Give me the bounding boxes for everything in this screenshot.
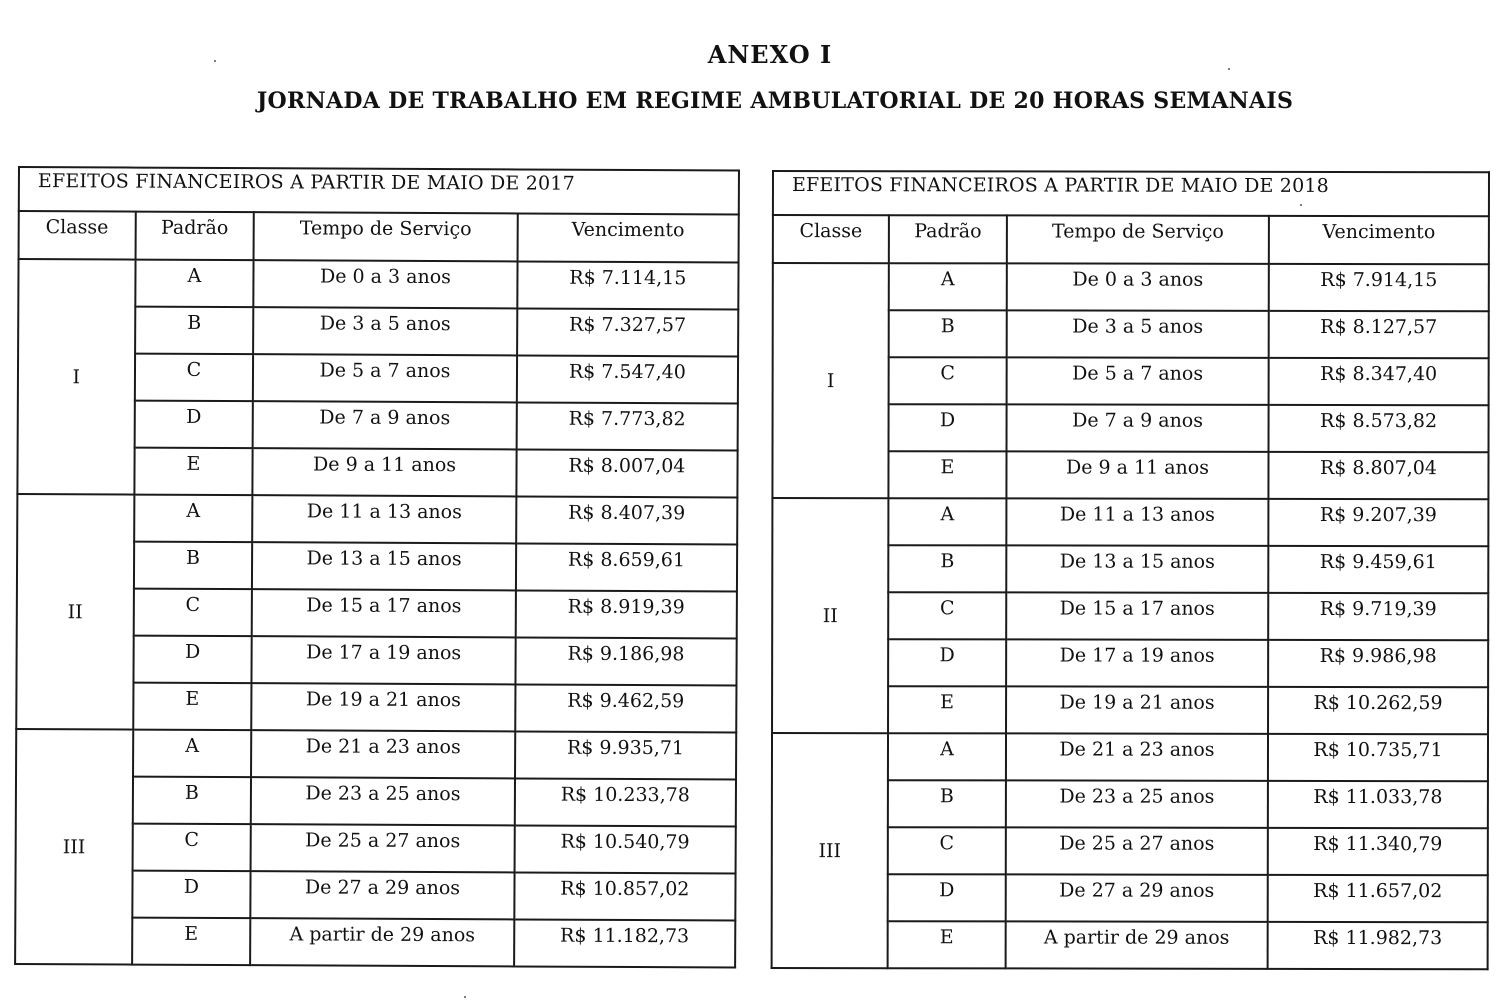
cell-tempo: De 13 a 15 anos (252, 542, 516, 590)
cell-padrao: E (134, 448, 253, 496)
cell-vencimento: R$ 8.407,39 (516, 496, 737, 544)
table-row (17, 494, 737, 545)
cell-tempo: De 11 a 13 anos (1006, 498, 1268, 545)
cell-padrao: A (888, 498, 1006, 545)
cell-padrao: C (134, 354, 253, 402)
cell-padrao: E (888, 686, 1006, 733)
cell-tempo: De 7 a 9 anos (1007, 404, 1269, 451)
cell-padrao: A (134, 495, 253, 543)
cell-tempo: De 21 a 23 anos (251, 730, 515, 778)
scan-speck (464, 996, 466, 998)
cell-tempo: De 0 a 3 anos (1007, 263, 1269, 310)
cell-tempo: De 21 a 23 anos (1006, 733, 1268, 780)
cell-tempo: De 7 a 9 anos (253, 401, 517, 449)
cell-classe: II (772, 498, 888, 733)
cell-tempo: A partir de 29 anos (1006, 921, 1268, 968)
cell-vencimento: R$ 10.262,59 (1268, 687, 1488, 734)
document-subtitle: JORNADA DE TRABALHO EM REGIME AMBULATORIAL DE 20 HORAS SEMANAIS (256, 88, 1294, 114)
cell-padrao: D (888, 874, 1006, 921)
table-row (772, 498, 1488, 546)
cell-tempo: De 5 a 7 anos (253, 354, 517, 402)
cell-vencimento: R$ 11.657,02 (1268, 875, 1488, 922)
cell-padrao: D (134, 401, 253, 449)
cell-vencimento: R$ 11.033,78 (1268, 781, 1488, 828)
cell-vencimento: R$ 11.982,73 (1268, 922, 1488, 969)
cell-vencimento: R$ 10.735,71 (1268, 734, 1488, 781)
cell-vencimento: R$ 8.807,04 (1268, 452, 1488, 499)
cell-padrao: C (888, 592, 1006, 639)
header-vencimento: Vencimento (517, 213, 738, 262)
cell-padrao: A (133, 730, 252, 778)
cell-vencimento: R$ 10.857,02 (514, 872, 735, 920)
table-row (773, 263, 1489, 311)
cell-padrao: B (132, 777, 251, 825)
cell-padrao: B (889, 310, 1007, 357)
cell-classe: II (16, 494, 134, 730)
cell-padrao: C (132, 824, 251, 872)
scan-speck (1300, 204, 1302, 206)
cell-vencimento: R$ 9.935,71 (515, 731, 736, 779)
table-title: EFEITOS FINANCEIROS A PARTIR DE MAIO DE 2018 (773, 171, 1489, 216)
table-body (772, 263, 1489, 969)
header-classe: Classe (773, 215, 889, 263)
scan-speck (1228, 68, 1230, 70)
table-row (18, 259, 738, 310)
cell-classe: I (17, 259, 135, 495)
cell-vencimento: R$ 9.462,59 (515, 684, 736, 732)
cell-vencimento: R$ 9.986,98 (1268, 640, 1488, 687)
cell-vencimento: R$ 9.186,98 (515, 637, 736, 685)
cell-vencimento: R$ 8.659,61 (516, 543, 737, 591)
cell-vencimento: R$ 10.233,78 (515, 778, 736, 826)
cell-padrao: B (134, 542, 253, 590)
cell-tempo: De 0 a 3 anos (254, 260, 518, 308)
cell-tempo: De 3 a 5 anos (1007, 310, 1269, 357)
cell-padrao: B (888, 780, 1006, 827)
cell-vencimento: R$ 10.540,79 (514, 825, 735, 873)
cell-tempo: De 9 a 11 anos (253, 448, 517, 496)
cell-padrao: E (132, 918, 251, 966)
header-padrao: Padrão (889, 215, 1007, 263)
cell-tempo: De 23 a 25 anos (1006, 780, 1268, 827)
cell-classe: III (772, 733, 888, 968)
cell-padrao: C (888, 827, 1006, 874)
cell-tempo: De 25 a 27 anos (1006, 827, 1268, 874)
cell-tempo: De 9 a 11 anos (1006, 451, 1268, 498)
header-classe: Classe (19, 211, 136, 260)
cell-vencimento: R$ 11.340,79 (1268, 828, 1488, 875)
cell-vencimento: R$ 7.914,15 (1269, 264, 1489, 311)
table-body (15, 259, 738, 968)
cell-vencimento: R$ 8.919,39 (515, 590, 736, 638)
cell-tempo: De 5 a 7 anos (1007, 357, 1269, 404)
cell-tempo: A partir de 29 anos (250, 918, 514, 966)
header-padrao: Padrão (135, 212, 254, 261)
cell-tempo: De 25 a 27 anos (251, 824, 515, 872)
cell-tempo: De 13 a 15 anos (1006, 545, 1268, 592)
document-title: ANEXO I (707, 40, 833, 69)
cell-vencimento: R$ 9.459,61 (1268, 546, 1488, 593)
cell-vencimento: R$ 8.007,04 (516, 449, 737, 497)
cell-vencimento: R$ 7.327,57 (517, 308, 738, 356)
table-row (772, 733, 1488, 781)
cell-tempo: De 27 a 29 anos (251, 871, 515, 919)
cell-padrao: A (888, 733, 1006, 780)
cell-vencimento: R$ 11.182,73 (514, 919, 735, 967)
cell-vencimento: R$ 7.114,15 (517, 261, 738, 309)
header-vencimento: Vencimento (1269, 216, 1489, 264)
cell-padrao: B (135, 307, 254, 355)
cell-vencimento: R$ 9.719,39 (1268, 593, 1488, 640)
cell-padrao: C (133, 589, 252, 637)
cell-tempo: De 27 a 29 anos (1006, 874, 1268, 921)
cell-vencimento: R$ 8.573,82 (1269, 405, 1489, 452)
cell-padrao: E (888, 451, 1006, 498)
cell-padrao: D (132, 871, 251, 919)
salary-table-2018 (771, 170, 1490, 970)
cell-padrao: C (889, 357, 1007, 404)
cell-vencimento: R$ 9.207,39 (1268, 499, 1488, 546)
cell-padrao: D (133, 636, 252, 684)
cell-classe: I (772, 263, 888, 498)
cell-vencimento: R$ 8.347,40 (1269, 358, 1489, 405)
cell-tempo: De 19 a 21 anos (1006, 686, 1268, 733)
cell-tempo: De 11 a 13 anos (252, 495, 516, 543)
cell-padrao: A (889, 263, 1007, 310)
cell-tempo: De 19 a 21 anos (252, 683, 516, 731)
scan-speck (214, 60, 216, 62)
cell-tempo: De 3 a 5 anos (253, 307, 517, 355)
cell-padrao: B (888, 545, 1006, 592)
cell-tempo: De 17 a 19 anos (1006, 639, 1268, 686)
cell-padrao: E (133, 683, 252, 731)
salary-table-2017 (14, 166, 740, 969)
cell-vencimento: R$ 8.127,57 (1269, 311, 1489, 358)
cell-padrao: A (135, 260, 254, 308)
header-tempo: Tempo de Serviço (1007, 215, 1269, 263)
cell-vencimento: R$ 7.773,82 (516, 402, 737, 450)
cell-padrao: D (889, 404, 1007, 451)
header-tempo: Tempo de Serviço (254, 212, 518, 261)
cell-tempo: De 15 a 17 anos (1006, 592, 1268, 639)
table-title: EFEITOS FINANCEIROS A PARTIR DE MAIO DE 2017 (19, 167, 739, 215)
table-row (16, 729, 736, 780)
cell-tempo: De 15 a 17 anos (252, 589, 516, 637)
cell-classe: III (15, 729, 133, 965)
cell-padrao: E (888, 921, 1006, 968)
cell-tempo: De 23 a 25 anos (251, 777, 515, 825)
cell-vencimento: R$ 7.547,40 (517, 355, 738, 403)
cell-padrao: D (888, 639, 1006, 686)
cell-tempo: De 17 a 19 anos (252, 636, 516, 684)
